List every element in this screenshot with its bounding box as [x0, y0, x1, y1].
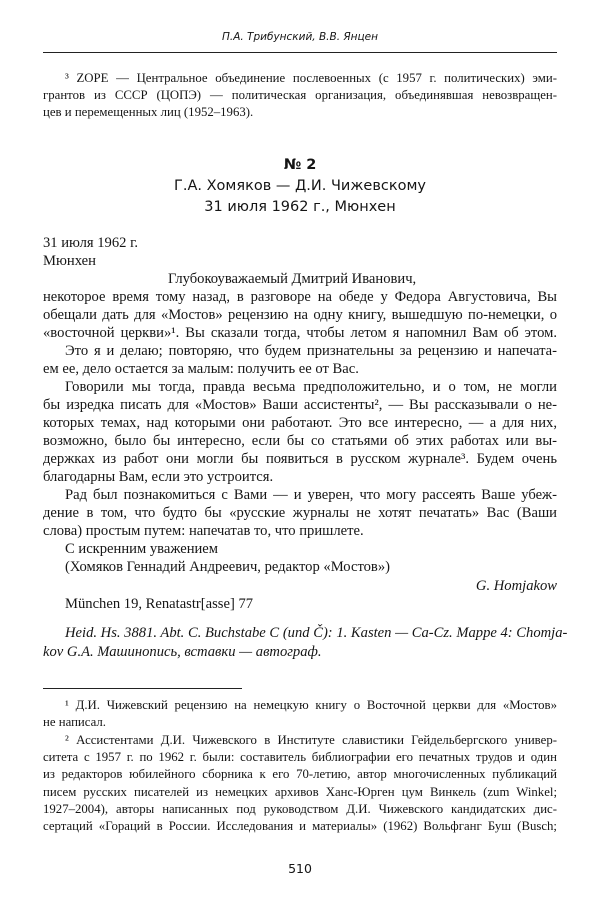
signature: G. Homjakow [475, 578, 557, 594]
letter-line: благодарны Вам, если это устроится. [43, 469, 274, 485]
letter-line: С искренним уважением [65, 541, 219, 557]
letter-line: дение в том, что будто бы «русские журналы не хотят печатать» Вас (Ваши [43, 505, 557, 521]
header-rule [43, 52, 557, 53]
letter-line: которых темах, над которыми они работают. Это все интересно, — а для них, [43, 415, 557, 431]
letter-line: держках из работ они могли бы появиться в русском журнале³. Будем очень [43, 451, 557, 467]
archive-reference-line: Heid. Hs. 3881. Abt. C. Buchstabe C (und Č): 1. Kasten — Ca-Cz. Mappe 4: Chomja- [65, 625, 568, 641]
footnote-rule [43, 688, 242, 689]
footnote-line: не написал. [43, 715, 106, 730]
footnote-line: ³ ZOPE — Центральное объединение послевоенных (с 1957 г. политических) эми- [65, 71, 557, 85]
running-head: П.А. Трибунский, В.В. Янцен [221, 31, 379, 43]
letter-line: возможно, было бы интересно, если бы со статьями об этих работах или вы- [43, 433, 557, 449]
letter-line: Это я и делаю; повторяю, что будем признательны за рецензию и напечата- [65, 343, 557, 359]
document-title: Г.А. Хомяков — Д.И. Чижевскому [174, 178, 426, 194]
footnote-line: ситета с 1957 г. по 1962 г. были: составитель библиографии его печатных трудов и один [43, 749, 557, 764]
letter-line: бы изредка писать для «Мостов» Ваши ассистенты², — Вы рассказывали о не- [43, 397, 557, 413]
letter-line: (Хомяков Геннадий Андреевич, редактор «Мостов») [65, 559, 390, 575]
letter-line: Мюнхен [43, 253, 96, 269]
letter-line: Глубокоуважаемый Дмитрий Иванович, [168, 271, 417, 287]
letter-line: «восточной церкви»¹. Вы сказали тогда, чтобы летом я напомнил Вам об этом. [43, 325, 557, 341]
footnote-line: цев и перемещенных лиц (1952–1963). [43, 105, 254, 119]
footnote-line: ¹ Д.И. Чижевский рецензию на немецкую книгу о Восточной церкви для «Мостов» [65, 698, 557, 712]
letter-line: Говорили мы тогда, правда весьма предположительно, и о том, не могли [65, 379, 557, 395]
archive-reference-line: kov G.A. Машинопись, вставки — автограф. [43, 644, 322, 660]
footnote-line: сертаций «Гораций в России. Исследования и материалы» (1962) Вольфганг Буш (Busch; [43, 819, 557, 834]
letter-line: 31 июля 1962 г. [43, 235, 139, 251]
letter-line: Рад был познакомиться с Вами — и уверен, что могу рассеять Ваше убеж- [65, 487, 557, 503]
footnote-line: из редакторов юбилейного сборника к его 70-летию, автор многочисленных публикаций [43, 767, 557, 782]
letter-line: обещали дать для «Мостов» рецензию на одну книгу, вышедшую по-немецки, о [43, 307, 557, 323]
footnote-line: писем русских писателей из немецких архивов Ханс-Юрген цум Винкель (zum Winkel; [43, 784, 557, 799]
document-date-place: 31 июля 1962 г., Мюнхен [204, 199, 396, 215]
letter-line: слова) простым путем: напечатав то, что пришлете. [43, 523, 364, 539]
letter-line: ем ее, дело остается за малым: получить ее от Вас. [43, 361, 359, 377]
footnote-line: ² Ассистентами Д.И. Чижевского в Институте славистики Гейдельбергского универ- [65, 732, 557, 747]
letter-line: München 19, Renatastr[asse] 77 [65, 596, 254, 612]
footnote-line: грантов из СССР (ЦОПЭ) — политическая организация, объединявшая невозвращен- [43, 88, 557, 102]
letter-line: некоторое время тому назад, в разговоре на обеде у Федора Августовича, Вы [43, 289, 557, 305]
footnote-line: 1927–2004), авторы написанных под руководством Д.И. Чижевского кандидатских дис- [43, 801, 557, 816]
document-number: № 2 [283, 157, 317, 173]
page-number: 510 [288, 861, 312, 876]
